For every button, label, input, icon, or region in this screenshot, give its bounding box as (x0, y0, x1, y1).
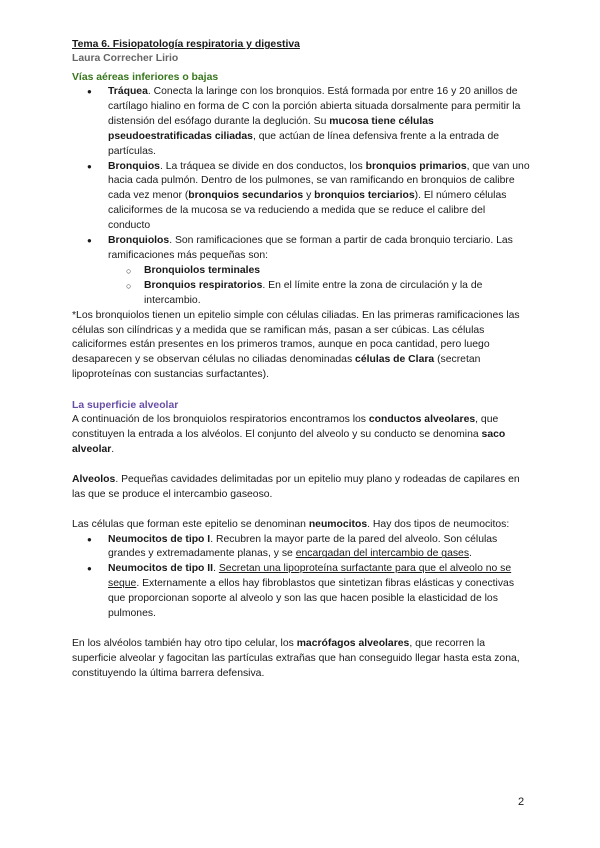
author-name: Laura Correcher Lirio (72, 53, 179, 64)
term-traquea: Tráquea (108, 86, 148, 97)
list-item-bronquiolos: ● Bronquiolos. Son ramificaciones que se forman a partir de cada bronquio terciario. Las ramificaciones más pequeñas son: (72, 234, 530, 264)
sublist-item-bronquios-respiratorios: ○ Bronquios respiratorios. En el límite entre la zona de circulación y la de intercambio. (72, 279, 530, 309)
vias-aereas-list (72, 85, 530, 309)
list-item-neumocitos-tipo-2: ● Neumocitos de tipo II. Secretan una lipoproteína surfactante para que el alveolo no se seque. Externamente a ellos hay fibroblastos que sintetizan fibras elásticas y conectivas que proporcionan soporte al alveolo y son las que hacen posible la elasticidad de los pulmones. (72, 562, 530, 622)
section-heading-superficie-alveolar: La superficie alveolar (72, 400, 179, 412)
term-bronquios: Bronquios (108, 160, 160, 172)
page-number: 2 (518, 796, 525, 808)
macrofagos-paragraph: En los alvéolos también hay otro tipo celular, los macrófagos alveolares, que recorren la superficie alveolar y fagocitan las partículas extrañas que han conseguido llegar hasta esta zona, constituyendo la última barrera defensiva. (72, 638, 520, 679)
document-title: Tema 6. Fisiopatología respiratoria y digestiva (72, 39, 300, 50)
neumocitos-list (72, 533, 530, 622)
list-item-neumocitos-tipo-1: ● Neumocitos de tipo I. Recubren la mayor parte de la pared del alveolo. Son células grandes y extremadamente planas, y se encargadan del intercambio de gases. (72, 533, 530, 563)
list-item-bronquios: ● Bronquios. La tráquea se divide en dos conductos, los bronquios primarios, que van uno hacia cada pulmón. Dentro de los pulmones, se van ramificando en bronquios de calibre cada vez menor (bronquios secundarios y bronquios terciarios). El número células caliciformes de la mucosa se va reduciendo a medida que se reduce el calibre del conducto (72, 160, 530, 235)
section-heading-vias-aereas: Vías aéreas inferiores o bajas (72, 72, 219, 83)
sublist-item-bronquiolos-terminales: ○ Bronquiolos terminales (72, 264, 530, 279)
neumocitos-paragraph: Las células que forman este epitelio se denominan neumocitos. Hay dos tipos de neumocitos: (72, 518, 510, 530)
page-content (72, 38, 530, 682)
alveolos-paragraph: Alveolos. Pequeñas cavidades delimitadas por un epitelio muy plano y rodeadas de capilares en las que se produce el intercambio gaseoso. (72, 473, 520, 500)
intro-paragraph: A continuación de los bronquiolos respiratorios encontramos los conductos alveolares, que constituyen la entrada a los alvéolos. El conjunto del alveolo y su conducto se denomina saco alveolar. (72, 414, 506, 455)
note-paragraph: *Los bronquiolos tienen un epitelio simple con células ciliadas. En las primeras ramificaciones las células son cilíndricas y a medida que se ramifican más, pasan a ser cúbicas. Las células caliciformes están presentes en los primeros tramos, aunque en poca cantidad, pero luego desaparecen y se observan células no ciliadas denominadas células de Clara (secretan lipoproteínas con sustancias surfactantes). (72, 309, 520, 381)
term-bronquiolos: Bronquiolos (108, 235, 170, 247)
list-item-traquea: ● Tráquea. Conecta la laringe con los bronquios. Está formada por entre 16 y 20 anillos de cartílago hialino en forma de C con la porción abierta situada dorsalmente para permitir la distensión del esófago durante la deglución. Su mucosa tiene células pseudoestratificadas ciliadas, que actúan de línea defensiva frente a la entrada de partículas. (72, 85, 530, 160)
